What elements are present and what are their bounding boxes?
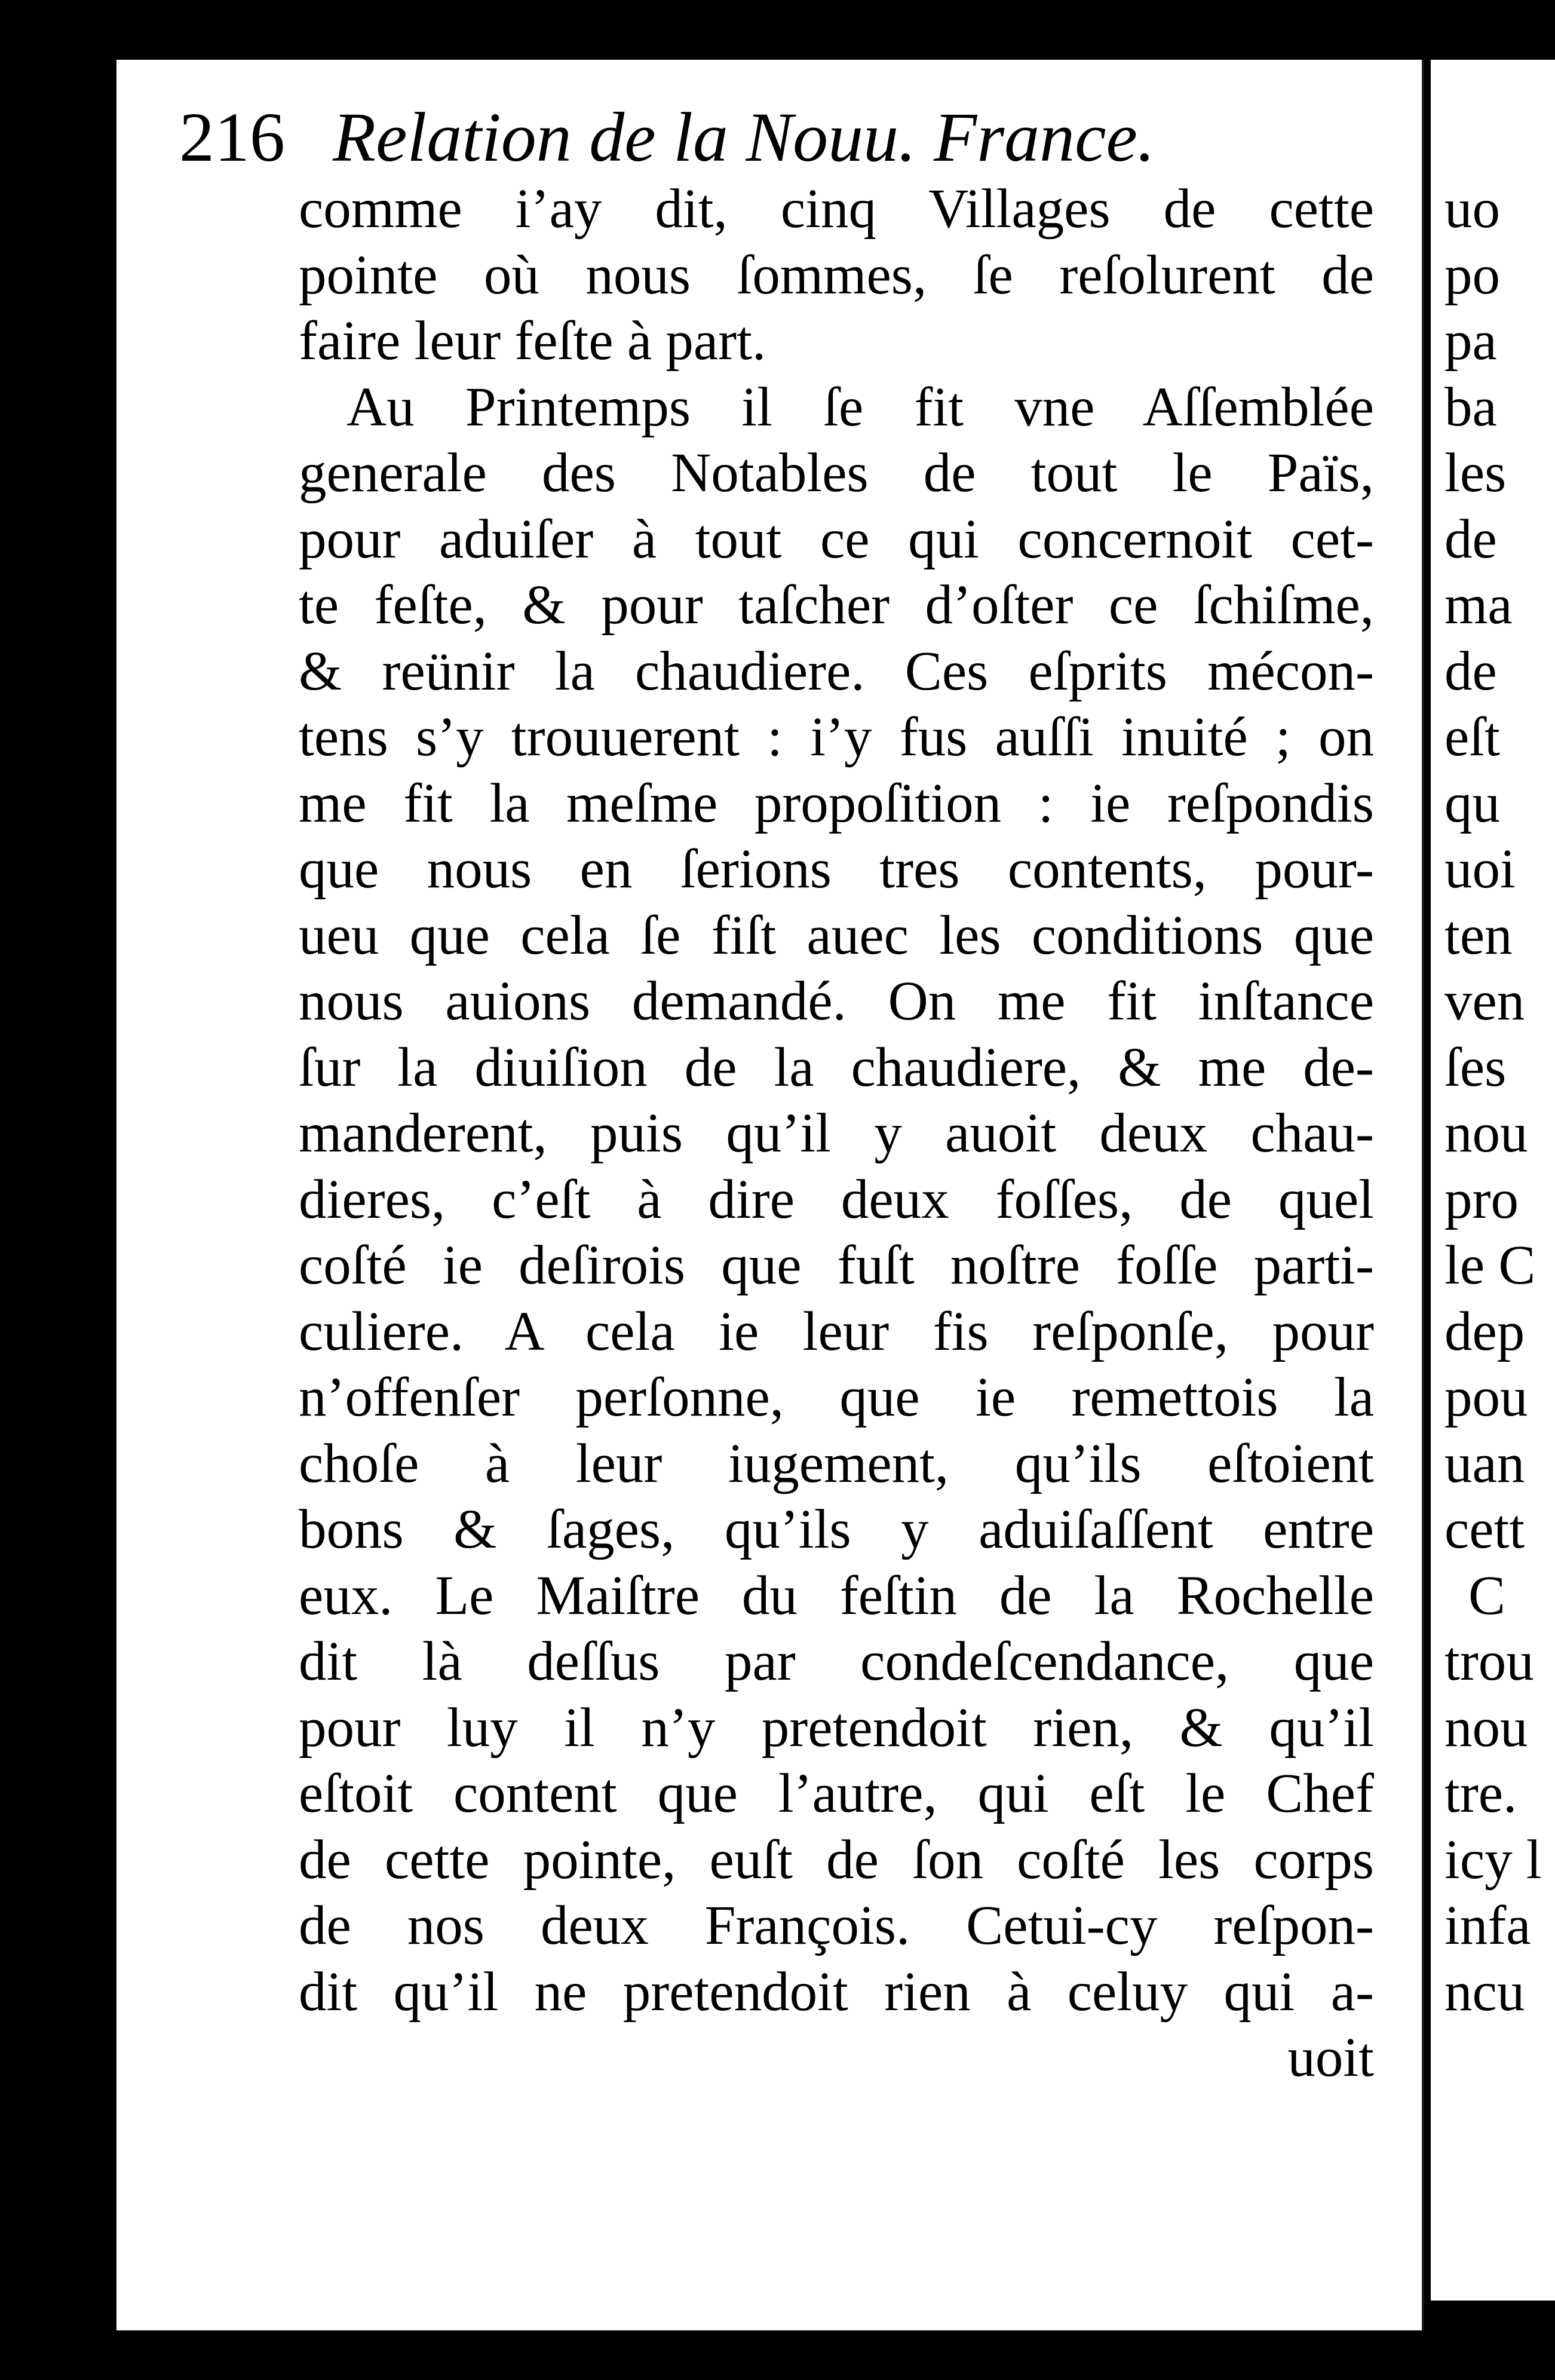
text-line: comme i’ay dit, cinq Villages de cette (299, 178, 1374, 240)
text-line: dit qu’il ne pretendoit rien à celuy qui a- (299, 1961, 1374, 2023)
text-line: nous auions demandé. On me fit inſtance (299, 970, 1374, 1032)
neighbor-line: pou (1444, 1367, 1528, 1428)
text-line: manderent, puis qu’il y auoit deux chau- (299, 1102, 1374, 1164)
neighbor-line: dep (1444, 1300, 1525, 1362)
text-line: coſté ie deſirois que fuſt noſtre foſſe parti- (299, 1235, 1374, 1296)
catchword: uoit (1287, 2027, 1374, 2088)
text-line: generale des Notables de tout le Païs, (299, 442, 1374, 504)
text-line: me fit la meſme propoſition : ie reſpondis (299, 772, 1374, 834)
neighbor-line: ſes (1444, 1036, 1507, 1098)
text-line: pointe où nous ſommes, ſe reſolurent de (299, 244, 1374, 306)
neighbor-line: C (1468, 1564, 1506, 1627)
neighbor-line: de (1444, 508, 1497, 570)
text-line: culiere. A cela ie leur fis reſponſe, pour (299, 1300, 1374, 1362)
neighbor-line: ba (1444, 376, 1497, 438)
neighbor-line: ven (1444, 970, 1525, 1032)
text-line: n’offenſer perſonne, que ie remettois la (299, 1367, 1374, 1428)
text-line: bons & ſages, qu’ils y aduiſaſſent entre (299, 1499, 1374, 1560)
text-line: eſtoit content que l’autre, qui eſt le Chef (299, 1763, 1374, 1824)
neighbor-line: de (1444, 640, 1497, 702)
neighbor-line: uoi (1444, 838, 1516, 900)
neighbor-line: tre. (1444, 1763, 1517, 1824)
running-head (179, 90, 1255, 185)
text-line: pour aduiſer à tout ce qui concernoit cet- (299, 508, 1374, 570)
text-line: que nous en ſerions tres contents, pour- (299, 838, 1374, 900)
neighbor-line: icy l (1444, 1828, 1542, 1891)
neighbor-line: nou (1444, 1102, 1528, 1164)
page-number: 216 (179, 98, 285, 176)
neighbor-line: eſt (1444, 706, 1500, 768)
neighbor-line: uo (1444, 178, 1500, 240)
neighbor-line: cett (1444, 1499, 1525, 1560)
running-title: Relation de la Nouu. France. (333, 98, 1155, 176)
neighbor-line: po (1444, 244, 1500, 306)
neighbor-line: les (1444, 442, 1507, 504)
neighbor-line: qu (1444, 772, 1500, 834)
text-line: dieres, c’eſt à dire deux foſſes, de quel (299, 1168, 1374, 1230)
text-line: eux. Le Maiſtre du feſtin de la Rochelle (299, 1564, 1374, 1627)
text-line: tens s’y trouuerent : i’y fus auſſi inuité ; on (299, 706, 1374, 768)
text-line: ſur la diuiſion de la chaudiere, & me de- (299, 1036, 1374, 1098)
neighbor-line: trou (1444, 1631, 1534, 1692)
text-line: dit là deſſus par condeſcendance, que (299, 1631, 1374, 1692)
text-line: Au Printemps il ſe fit vne Aſſemblée (346, 376, 1374, 438)
neighbor-line: pro (1444, 1168, 1519, 1230)
neighbor-line: nou (1444, 1696, 1528, 1759)
text-line: de nos deux François. Cetui-cy reſpon- (299, 1895, 1374, 1956)
text-line: pour luy il n’y pretendoit rien, & qu’il (299, 1696, 1374, 1759)
text-line: faire leur feſte à part. (299, 310, 766, 372)
neighbor-line: ma (1444, 574, 1513, 636)
text-line: choſe à leur iugement, qu’ils eſtoient (299, 1432, 1374, 1494)
text-line: te feſte, & pour taſcher d’oſter ce ſchiſme, (299, 574, 1374, 636)
text-line: ueu que cela ſe fiſt auec les conditions que (299, 904, 1374, 966)
body-text (299, 176, 1374, 2091)
neighbor-page-text (1444, 176, 1555, 2025)
text-line: de cette pointe, euſt de ſon coſté les corps (299, 1828, 1374, 1891)
text-line: & reünir la chaudiere. Ces eſprits mécon- (299, 640, 1374, 702)
neighbor-line: le C (1444, 1235, 1536, 1296)
neighbor-line: pa (1444, 310, 1497, 372)
neighbor-line: ncu (1444, 1961, 1525, 2023)
neighbor-line: uan (1444, 1432, 1525, 1494)
neighbor-line: ten (1444, 904, 1513, 966)
neighbor-line: infa (1444, 1895, 1531, 1956)
